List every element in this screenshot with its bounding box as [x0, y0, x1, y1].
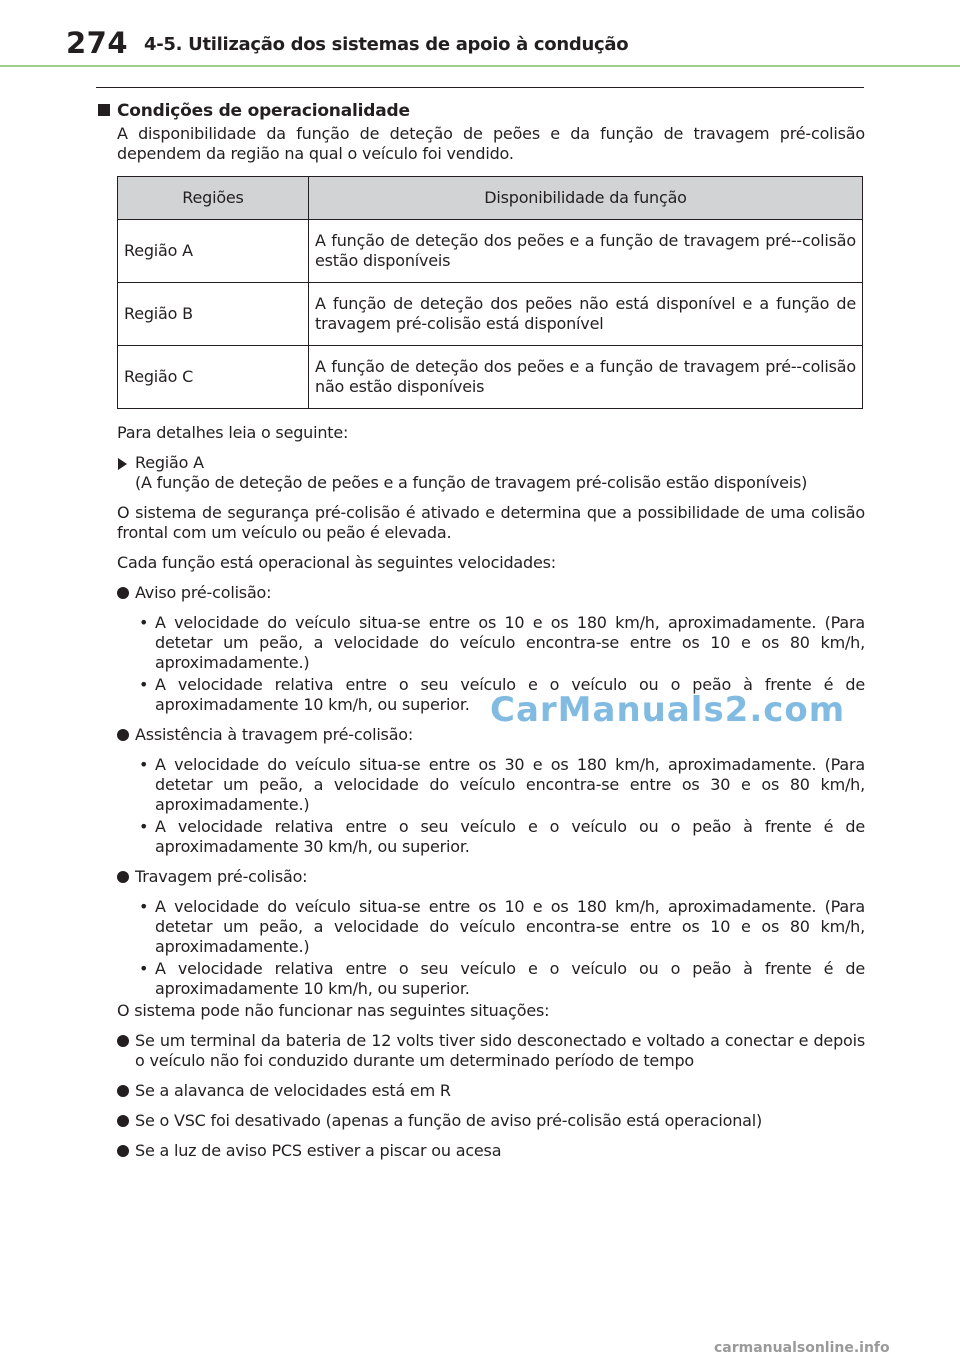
situation-text: Se a luz de aviso PCS estiver a piscar ou acesa: [135, 1141, 502, 1160]
round-bullet-icon: [117, 729, 129, 741]
availability-cell: A função de deteção dos peões e a função de travagem pré--colisão não estão disponíveis: [309, 346, 863, 409]
condition-text: A velocidade relativa entre o seu veículo e o veículo ou o peão à frente é de aproximadamente 10 km/h, ou superior.: [155, 675, 865, 714]
center-watermark: CarManuals2.com: [490, 690, 846, 730]
table-row: [118, 283, 863, 346]
region-cell: Região B: [118, 283, 309, 346]
section-intro: A disponibilidade da função de deteção de peões e da função de travagem pré-colisão dependem da região na qual o veículo foi vendido.: [117, 124, 865, 163]
situation-item: [117, 1081, 865, 1101]
region-a-item: [117, 453, 865, 493]
region-cell: Região C: [118, 346, 309, 409]
small-dot-icon: •: [139, 675, 149, 694]
table-row: [118, 220, 863, 283]
availability-table: [117, 176, 863, 409]
section-divider: [96, 87, 864, 88]
situation-item: [117, 1141, 865, 1161]
situation-item: [117, 1111, 865, 1131]
situation-text: Se a alavanca de velocidades está em R: [135, 1081, 451, 1100]
condition-item: [135, 613, 865, 673]
condition-text: A velocidade do veículo situa-se entre os 30 e os 180 km/h, aproximadamente. (Para detetar um peão, a velocidade do veículo encontra-se entre os 30 e os 80 km/h, aproximadamente.): [155, 755, 865, 814]
small-dot-icon: •: [139, 817, 149, 836]
small-dot-icon: •: [139, 755, 149, 774]
round-bullet-icon: [117, 1035, 129, 1047]
chapter-title: 4-5. Utilização dos sistemas de apoio à condução: [144, 34, 629, 55]
function-title: Aviso pré-colisão:: [135, 583, 272, 602]
page-content: [117, 100, 865, 1161]
table-header-row: [118, 177, 863, 220]
round-bullet-icon: [117, 871, 129, 883]
small-dot-icon: •: [139, 959, 149, 978]
condition-text: A velocidade relativa entre o seu veículo e o veículo ou o peão à frente é de aproximadamente 30 km/h, ou superior.: [155, 817, 865, 856]
condition-text: A velocidade relativa entre o seu veículo e o veículo ou o peão à frente é de aproximadamente 10 km/h, ou superior.: [155, 959, 865, 998]
speeds-lead: Cada função está operacional às seguintes velocidades:: [117, 553, 556, 572]
details-lead: Para detalhes leia o seguinte:: [117, 423, 349, 442]
column-header-regions: Regiões: [118, 177, 309, 220]
header-divider: [0, 65, 960, 67]
situation-item: [117, 1031, 865, 1071]
condition-item: [135, 897, 865, 957]
round-bullet-icon: [117, 1085, 129, 1097]
condition-item: [135, 755, 865, 815]
availability-cell: A função de deteção dos peões não está disponível e a função de travagem pré-colisão está disponível: [309, 283, 863, 346]
triangle-arrow-icon: [118, 458, 127, 470]
condition-text: A velocidade do veículo situa-se entre os 10 e os 180 km/h, aproximadamente. (Para detetar um peão, a velocidade do veículo encontra-se entre os 10 e os 80 km/h, aproximadamente.): [155, 897, 865, 956]
situation-text: Se um terminal da bateria de 12 volts tiver sido desconectado e voltado a conectar e depois o veículo não foi conduzido durante um determinado período de tempo: [135, 1031, 865, 1070]
availability-cell: A função de deteção dos peões e a função de travagem pré--colisão estão disponíveis: [309, 220, 863, 283]
table-row: [118, 346, 863, 409]
function-title: Travagem pré-colisão:: [135, 867, 308, 886]
page-header: [0, 0, 960, 70]
function-item: [117, 867, 865, 999]
condition-item: [135, 817, 865, 857]
square-bullet-icon: [98, 104, 110, 116]
function-item: [117, 725, 865, 857]
small-dot-icon: •: [139, 897, 149, 916]
round-bullet-icon: [117, 1115, 129, 1127]
region-cell: Região A: [118, 220, 309, 283]
function-conditions: [135, 755, 865, 857]
function-title: Assistência à travagem pré-colisão:: [135, 725, 414, 744]
activation-text: O sistema de segurança pré-colisão é ativado e determina que a possibilidade de uma colisão frontal com um veículo ou peão é elevada.: [117, 503, 865, 542]
column-header-availability: Disponibilidade da função: [309, 177, 863, 220]
situations-lead: O sistema pode não funcionar nas seguintes situações:: [117, 1001, 550, 1020]
footer-watermark: carmanualsonline.info: [714, 1340, 890, 1356]
condition-item: [135, 959, 865, 999]
situation-text: Se o VSC foi desativado (apenas a função de aviso pré-colisão está operacional): [135, 1111, 763, 1130]
function-conditions: [135, 897, 865, 999]
region-a-subtitle: (A função de deteção de peões e a função de travagem pré-colisão estão disponíveis): [135, 473, 808, 492]
small-dot-icon: •: [139, 613, 149, 632]
page-number: 274: [66, 26, 129, 60]
round-bullet-icon: [117, 587, 129, 599]
region-a-title: Região A: [135, 453, 204, 472]
condition-text: A velocidade do veículo situa-se entre os 10 e os 180 km/h, aproximadamente. (Para detetar um peão, a velocidade do veículo encontra-se entre os 10 e os 80 km/h, aproximadamente.): [155, 613, 865, 672]
round-bullet-icon: [117, 1145, 129, 1157]
section-heading: Condições de operacionalidade: [117, 101, 410, 121]
